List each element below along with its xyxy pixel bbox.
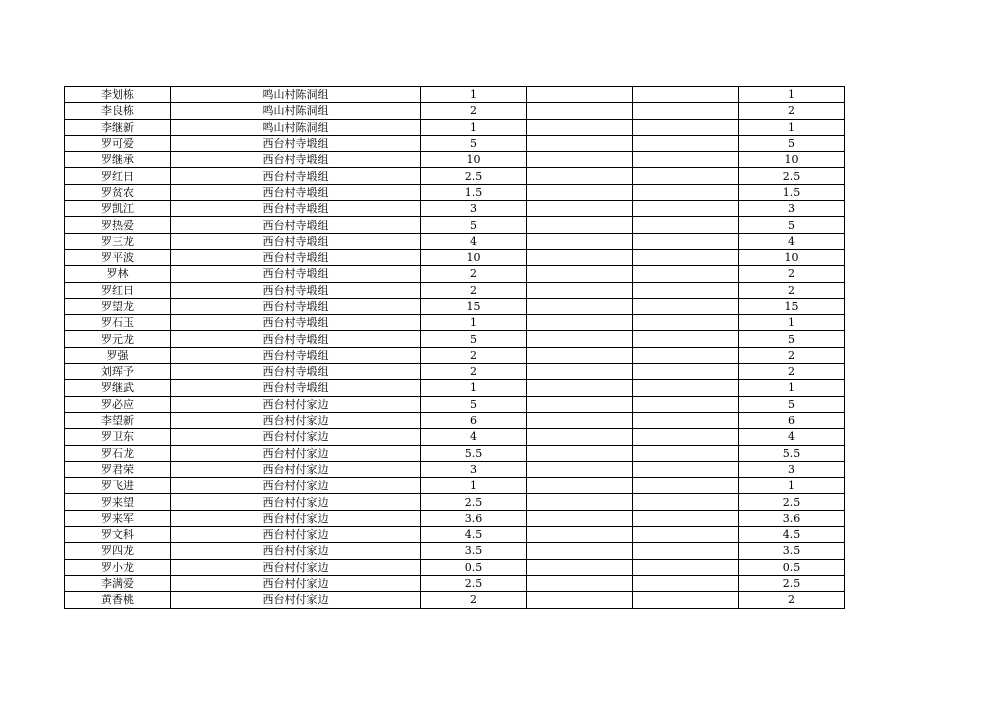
location-cell[interactable]: 西台村付家边 xyxy=(171,592,421,608)
blank-cell[interactable] xyxy=(633,249,739,265)
blank-cell[interactable] xyxy=(527,315,633,331)
name-cell[interactable]: 罗红日 xyxy=(65,282,171,298)
name-cell[interactable]: 罗凯江 xyxy=(65,201,171,217)
total-cell[interactable]: 5 xyxy=(739,331,845,347)
blank-cell[interactable] xyxy=(527,152,633,168)
location-cell[interactable]: 西台村付家边 xyxy=(171,510,421,526)
total-cell[interactable]: 2 xyxy=(739,103,845,119)
blank-cell[interactable] xyxy=(527,87,633,103)
table-row xyxy=(65,429,845,445)
name-cell[interactable]: 罗来望 xyxy=(65,494,171,510)
total-cell[interactable]: 1 xyxy=(739,478,845,494)
quantity-cell[interactable]: 3 xyxy=(421,201,527,217)
total-cell[interactable]: 2 xyxy=(739,282,845,298)
quantity-cell[interactable]: 2.5 xyxy=(421,168,527,184)
total-cell[interactable]: 5 xyxy=(739,217,845,233)
blank-cell[interactable] xyxy=(527,347,633,363)
table-row xyxy=(65,103,845,119)
blank-cell[interactable] xyxy=(527,119,633,135)
table-row xyxy=(65,347,845,363)
total-cell[interactable]: 2.5 xyxy=(739,575,845,591)
quantity-cell[interactable]: 1 xyxy=(421,315,527,331)
quantity-cell[interactable]: 5.5 xyxy=(421,445,527,461)
blank-cell[interactable] xyxy=(633,135,739,151)
blank-cell[interactable] xyxy=(633,478,739,494)
data-table xyxy=(64,86,845,609)
table-row xyxy=(65,445,845,461)
quantity-cell[interactable]: 1 xyxy=(421,478,527,494)
quantity-cell[interactable]: 1 xyxy=(421,87,527,103)
table-row xyxy=(65,135,845,151)
blank-cell[interactable] xyxy=(633,315,739,331)
total-cell[interactable]: 2 xyxy=(739,347,845,363)
name-cell[interactable]: 黄香桃 xyxy=(65,592,171,608)
table-row xyxy=(65,478,845,494)
blank-cell[interactable] xyxy=(633,461,739,477)
quantity-cell[interactable]: 15 xyxy=(421,298,527,314)
blank-cell[interactable] xyxy=(527,135,633,151)
blank-cell[interactable] xyxy=(527,478,633,494)
table-row xyxy=(65,331,845,347)
total-cell[interactable]: 10 xyxy=(739,152,845,168)
table-row xyxy=(65,217,845,233)
table-row xyxy=(65,412,845,428)
location-cell[interactable]: 西台村寺塅组 xyxy=(171,380,421,396)
blank-cell[interactable] xyxy=(527,298,633,314)
name-cell[interactable]: 罗君荣 xyxy=(65,461,171,477)
name-cell[interactable]: 罗继武 xyxy=(65,380,171,396)
table-row xyxy=(65,494,845,510)
blank-cell[interactable] xyxy=(633,87,739,103)
blank-cell[interactable] xyxy=(633,527,739,543)
total-cell[interactable]: 3 xyxy=(739,461,845,477)
name-cell[interactable]: 罗小龙 xyxy=(65,559,171,575)
location-cell[interactable]: 西台村寺塅组 xyxy=(171,364,421,380)
total-cell[interactable]: 2.5 xyxy=(739,494,845,510)
blank-cell[interactable] xyxy=(527,412,633,428)
total-cell[interactable]: 4.5 xyxy=(739,527,845,543)
table-row xyxy=(65,592,845,608)
total-cell[interactable]: 5 xyxy=(739,135,845,151)
name-cell[interactable]: 李望新 xyxy=(65,412,171,428)
location-cell[interactable]: 西台村寺塅组 xyxy=(171,282,421,298)
location-cell[interactable]: 鸣山村陈洞组 xyxy=(171,87,421,103)
name-cell[interactable]: 罗石龙 xyxy=(65,445,171,461)
total-cell[interactable]: 3.6 xyxy=(739,510,845,526)
table-row xyxy=(65,266,845,282)
table-row xyxy=(65,396,845,412)
name-cell[interactable]: 刘珲予 xyxy=(65,364,171,380)
location-cell[interactable]: 鸣山村陈洞组 xyxy=(171,119,421,135)
table-row xyxy=(65,527,845,543)
total-cell[interactable]: 3 xyxy=(739,201,845,217)
blank-cell[interactable] xyxy=(633,559,739,575)
total-cell[interactable]: 1 xyxy=(739,380,845,396)
quantity-cell[interactable]: 3 xyxy=(421,461,527,477)
blank-cell[interactable] xyxy=(633,282,739,298)
blank-cell[interactable] xyxy=(527,184,633,200)
table-body xyxy=(65,87,845,609)
name-cell[interactable]: 罗贫农 xyxy=(65,184,171,200)
blank-cell[interactable] xyxy=(527,364,633,380)
quantity-cell[interactable]: 10 xyxy=(421,152,527,168)
blank-cell[interactable] xyxy=(527,168,633,184)
total-cell[interactable]: 10 xyxy=(739,249,845,265)
total-cell[interactable]: 1 xyxy=(739,87,845,103)
blank-cell[interactable] xyxy=(633,298,739,314)
total-cell[interactable]: 2 xyxy=(739,364,845,380)
location-cell[interactable]: 西台村寺塅组 xyxy=(171,298,421,314)
quantity-cell[interactable]: 1 xyxy=(421,119,527,135)
table-row xyxy=(65,119,845,135)
table-row xyxy=(65,168,845,184)
blank-cell[interactable] xyxy=(527,592,633,608)
blank-cell[interactable] xyxy=(527,201,633,217)
blank-cell[interactable] xyxy=(527,266,633,282)
location-cell[interactable]: 鸣山村陈洞组 xyxy=(171,103,421,119)
total-cell[interactable]: 2.5 xyxy=(739,168,845,184)
name-cell[interactable]: 罗文科 xyxy=(65,527,171,543)
location-cell[interactable]: 西台村寺塅组 xyxy=(171,217,421,233)
name-cell[interactable]: 罗来军 xyxy=(65,510,171,526)
blank-cell[interactable] xyxy=(633,119,739,135)
table-row xyxy=(65,152,845,168)
table-row xyxy=(65,282,845,298)
quantity-cell[interactable]: 4 xyxy=(421,233,527,249)
blank-cell[interactable] xyxy=(633,429,739,445)
quantity-cell[interactable]: 2.5 xyxy=(421,494,527,510)
quantity-cell[interactable]: 3.6 xyxy=(421,510,527,526)
blank-cell[interactable] xyxy=(633,152,739,168)
quantity-cell[interactable]: 2.5 xyxy=(421,575,527,591)
name-cell[interactable]: 罗四龙 xyxy=(65,543,171,559)
location-cell[interactable]: 西台村付家边 xyxy=(171,461,421,477)
quantity-cell[interactable]: 4 xyxy=(421,429,527,445)
quantity-cell[interactable]: 2 xyxy=(421,266,527,282)
quantity-cell[interactable]: 10 xyxy=(421,249,527,265)
location-cell[interactable]: 西台村寺塅组 xyxy=(171,233,421,249)
quantity-cell[interactable]: 5 xyxy=(421,217,527,233)
blank-cell[interactable] xyxy=(527,380,633,396)
blank-cell[interactable] xyxy=(633,412,739,428)
quantity-cell[interactable]: 2 xyxy=(421,282,527,298)
location-cell[interactable]: 西台村付家边 xyxy=(171,527,421,543)
table-row xyxy=(65,87,845,103)
location-cell[interactable]: 西台村付家边 xyxy=(171,396,421,412)
quantity-cell[interactable]: 1.5 xyxy=(421,184,527,200)
quantity-cell[interactable]: 4.5 xyxy=(421,527,527,543)
table-row xyxy=(65,559,845,575)
location-cell[interactable]: 西台村寺塅组 xyxy=(171,249,421,265)
location-cell[interactable]: 西台村付家边 xyxy=(171,494,421,510)
name-cell[interactable]: 李划栋 xyxy=(65,87,171,103)
table-row xyxy=(65,575,845,591)
location-cell[interactable]: 西台村寺塅组 xyxy=(171,331,421,347)
quantity-cell[interactable]: 3.5 xyxy=(421,543,527,559)
total-cell[interactable]: 5.5 xyxy=(739,445,845,461)
quantity-cell[interactable]: 5 xyxy=(421,331,527,347)
blank-cell[interactable] xyxy=(527,575,633,591)
blank-cell[interactable] xyxy=(633,201,739,217)
location-cell[interactable]: 西台村寺塅组 xyxy=(171,168,421,184)
blank-cell[interactable] xyxy=(633,380,739,396)
table-row xyxy=(65,233,845,249)
blank-cell[interactable] xyxy=(527,429,633,445)
name-cell[interactable]: 罗元龙 xyxy=(65,331,171,347)
total-cell[interactable]: 2 xyxy=(739,266,845,282)
blank-cell[interactable] xyxy=(633,543,739,559)
table-row xyxy=(65,364,845,380)
location-cell[interactable]: 西台村付家边 xyxy=(171,559,421,575)
total-cell[interactable]: 15 xyxy=(739,298,845,314)
blank-cell[interactable] xyxy=(633,396,739,412)
blank-cell[interactable] xyxy=(633,103,739,119)
blank-cell[interactable] xyxy=(633,266,739,282)
location-cell[interactable]: 西台村付家边 xyxy=(171,429,421,445)
quantity-cell[interactable]: 2 xyxy=(421,592,527,608)
name-cell[interactable]: 罗卫东 xyxy=(65,429,171,445)
blank-cell[interactable] xyxy=(633,217,739,233)
total-cell[interactable]: 1 xyxy=(739,315,845,331)
location-cell[interactable]: 西台村寺塅组 xyxy=(171,152,421,168)
table-row xyxy=(65,461,845,477)
location-cell[interactable]: 西台村寺塅组 xyxy=(171,135,421,151)
blank-cell[interactable] xyxy=(527,510,633,526)
blank-cell[interactable] xyxy=(527,103,633,119)
blank-cell[interactable] xyxy=(633,347,739,363)
name-cell[interactable]: 罗必应 xyxy=(65,396,171,412)
name-cell[interactable]: 罗可爱 xyxy=(65,135,171,151)
name-cell[interactable]: 罗平波 xyxy=(65,249,171,265)
blank-cell[interactable] xyxy=(633,364,739,380)
total-cell[interactable]: 1.5 xyxy=(739,184,845,200)
blank-cell[interactable] xyxy=(527,396,633,412)
blank-cell[interactable] xyxy=(527,559,633,575)
blank-cell[interactable] xyxy=(527,331,633,347)
table-row xyxy=(65,298,845,314)
total-cell[interactable]: 0.5 xyxy=(739,559,845,575)
table-row xyxy=(65,380,845,396)
blank-cell[interactable] xyxy=(527,461,633,477)
name-cell[interactable]: 李良栋 xyxy=(65,103,171,119)
blank-cell[interactable] xyxy=(633,575,739,591)
quantity-cell[interactable]: 2 xyxy=(421,103,527,119)
name-cell[interactable]: 罗三龙 xyxy=(65,233,171,249)
name-cell[interactable]: 罗强 xyxy=(65,347,171,363)
total-cell[interactable]: 5 xyxy=(739,396,845,412)
name-cell[interactable]: 罗热爱 xyxy=(65,217,171,233)
location-cell[interactable]: 西台村寺塅组 xyxy=(171,184,421,200)
blank-cell[interactable] xyxy=(527,282,633,298)
location-cell[interactable]: 西台村付家边 xyxy=(171,412,421,428)
blank-cell[interactable] xyxy=(527,249,633,265)
blank-cell[interactable] xyxy=(527,494,633,510)
name-cell[interactable]: 李继新 xyxy=(65,119,171,135)
location-cell[interactable]: 西台村寺塅组 xyxy=(171,347,421,363)
name-cell[interactable]: 罗石玉 xyxy=(65,315,171,331)
blank-cell[interactable] xyxy=(527,233,633,249)
blank-cell[interactable] xyxy=(633,168,739,184)
table-row xyxy=(65,249,845,265)
total-cell[interactable]: 4 xyxy=(739,429,845,445)
name-cell[interactable]: 李满爱 xyxy=(65,575,171,591)
name-cell[interactable]: 罗望龙 xyxy=(65,298,171,314)
blank-cell[interactable] xyxy=(633,184,739,200)
total-cell[interactable]: 2 xyxy=(739,592,845,608)
blank-cell[interactable] xyxy=(633,445,739,461)
blank-cell[interactable] xyxy=(633,592,739,608)
quantity-cell[interactable]: 0.5 xyxy=(421,559,527,575)
table-row xyxy=(65,543,845,559)
location-cell[interactable]: 西台村付家边 xyxy=(171,543,421,559)
blank-cell[interactable] xyxy=(633,510,739,526)
location-cell[interactable]: 西台村寺塅组 xyxy=(171,266,421,282)
blank-cell[interactable] xyxy=(527,543,633,559)
name-cell[interactable]: 罗飞进 xyxy=(65,478,171,494)
total-cell[interactable]: 1 xyxy=(739,119,845,135)
total-cell[interactable]: 3.5 xyxy=(739,543,845,559)
blank-cell[interactable] xyxy=(527,217,633,233)
location-cell[interactable]: 西台村寺塅组 xyxy=(171,315,421,331)
quantity-cell[interactable]: 2 xyxy=(421,364,527,380)
total-cell[interactable]: 4 xyxy=(739,233,845,249)
name-cell[interactable]: 罗林 xyxy=(65,266,171,282)
name-cell[interactable]: 罗红日 xyxy=(65,168,171,184)
quantity-cell[interactable]: 6 xyxy=(421,412,527,428)
location-cell[interactable]: 西台村付家边 xyxy=(171,575,421,591)
table-row xyxy=(65,184,845,200)
blank-cell[interactable] xyxy=(527,527,633,543)
quantity-cell[interactable]: 5 xyxy=(421,396,527,412)
table-row xyxy=(65,510,845,526)
location-cell[interactable]: 西台村付家边 xyxy=(171,478,421,494)
name-cell[interactable]: 罗继承 xyxy=(65,152,171,168)
location-cell[interactable]: 西台村付家边 xyxy=(171,445,421,461)
blank-cell[interactable] xyxy=(633,494,739,510)
quantity-cell[interactable]: 2 xyxy=(421,347,527,363)
location-cell[interactable]: 西台村寺塅组 xyxy=(171,201,421,217)
quantity-cell[interactable]: 5 xyxy=(421,135,527,151)
total-cell[interactable]: 6 xyxy=(739,412,845,428)
table-row xyxy=(65,201,845,217)
table-row xyxy=(65,315,845,331)
blank-cell[interactable] xyxy=(633,331,739,347)
blank-cell[interactable] xyxy=(633,233,739,249)
blank-cell[interactable] xyxy=(527,445,633,461)
quantity-cell[interactable]: 1 xyxy=(421,380,527,396)
